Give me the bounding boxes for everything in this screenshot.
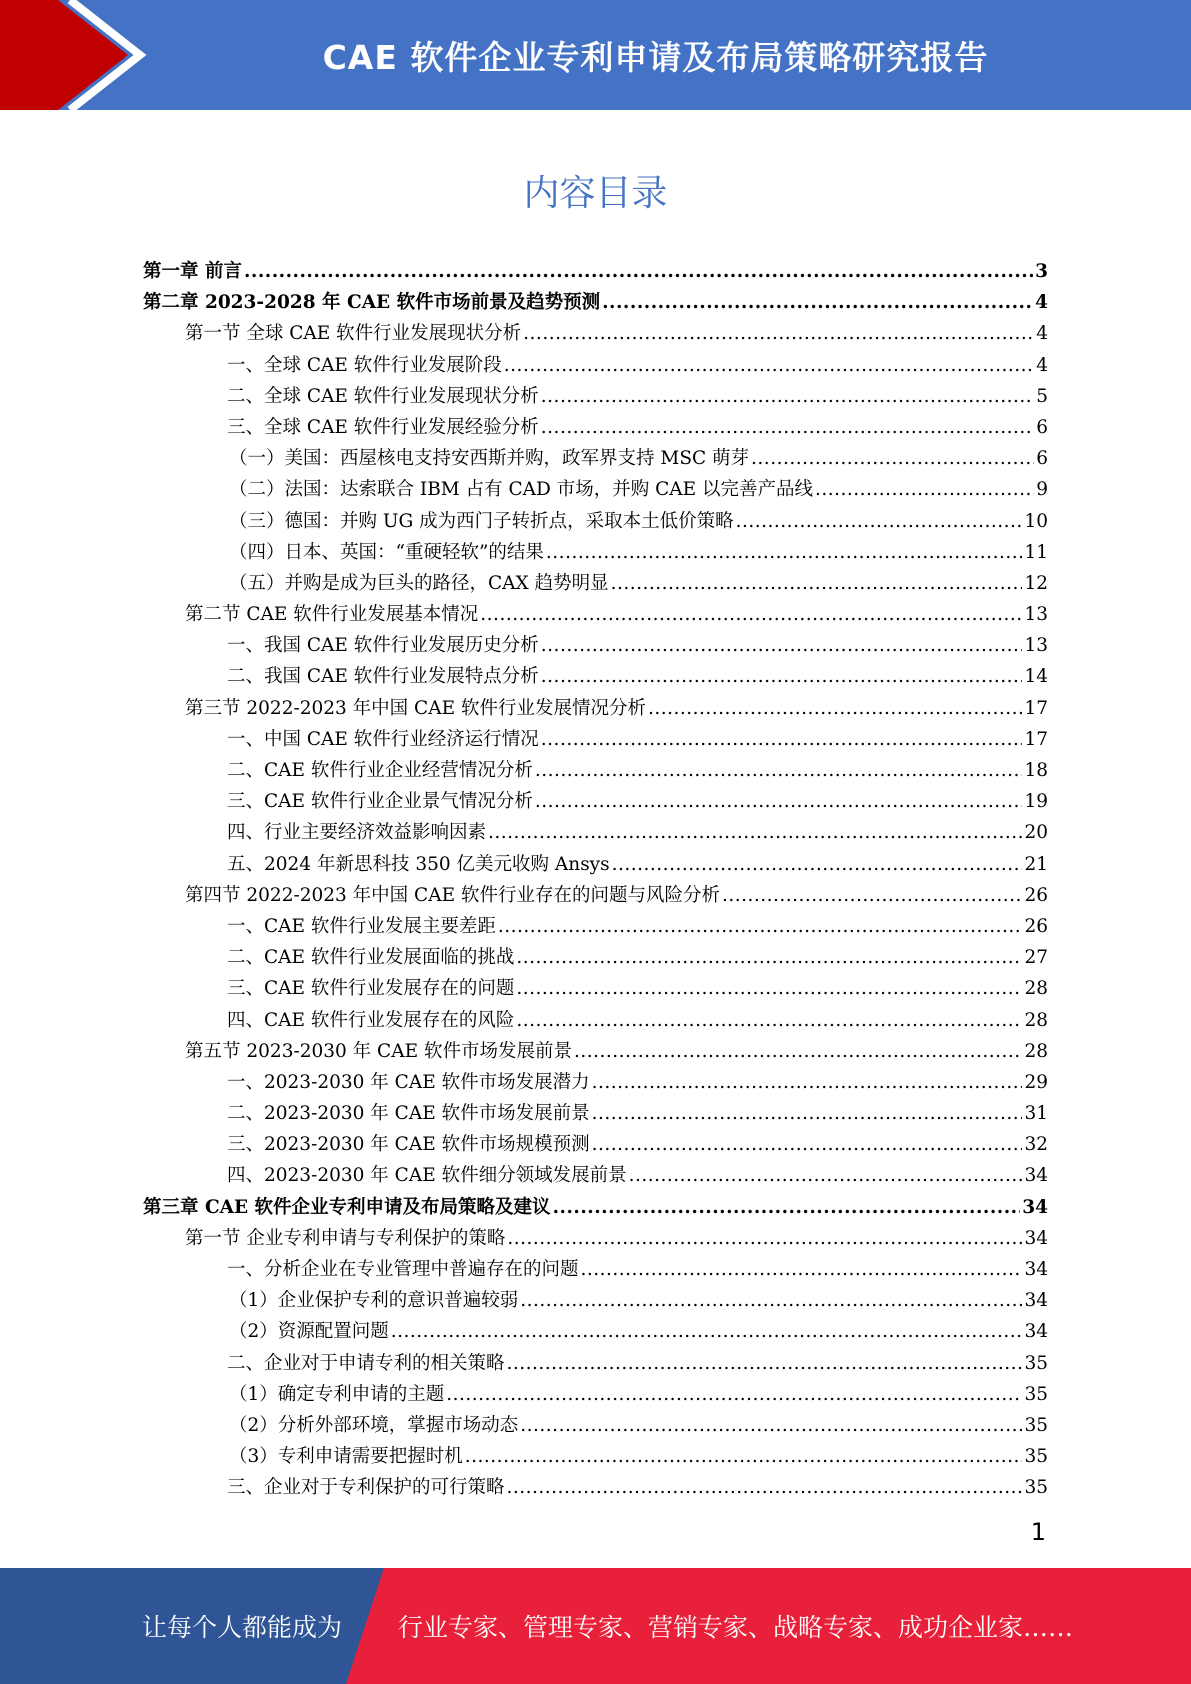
toc-entry-page: 34 <box>1022 1196 1048 1218</box>
toc-entry[interactable] <box>143 1379 1048 1410</box>
table-of-contents <box>143 256 1048 1504</box>
toc-dot-leader <box>546 537 1023 568</box>
toc-dot-leader <box>465 1441 1023 1472</box>
toc-entry-page: 12 <box>1024 572 1048 594</box>
toc-entry-label: 二、全球 CAE 软件行业发展现状分析 <box>227 385 539 407</box>
toc-entry[interactable] <box>143 973 1048 1004</box>
toc-dot-leader <box>722 880 1022 911</box>
toc-entry[interactable] <box>143 537 1048 568</box>
toc-dot-leader <box>498 911 1023 942</box>
toc-entry-label: 第一节 全球 CAE 软件行业发展现状分析 <box>185 323 522 345</box>
toc-dot-leader <box>516 973 1022 1004</box>
toc-entry[interactable] <box>143 568 1048 599</box>
toc-entry-page: 10 <box>1024 510 1048 532</box>
toc-dot-leader <box>815 474 1034 505</box>
toc-entry-page: 20 <box>1024 822 1048 844</box>
toc-entry-page: 14 <box>1024 666 1048 688</box>
toc-entry-page: 18 <box>1024 760 1048 781</box>
toc-dot-leader <box>736 506 1023 537</box>
toc-entry-page: 26 <box>1024 915 1048 937</box>
toc-entry-page: 35 <box>1024 1414 1048 1436</box>
toc-entry[interactable] <box>143 1160 1048 1191</box>
toc-entry-label: 三、CAE 软件行业发展存在的问题 <box>227 978 515 1000</box>
toc-entry-label: 二、企业对于申请专利的相关策略 <box>227 1352 505 1374</box>
toc-entry-page: 35 <box>1024 1446 1048 1468</box>
toc-dot-leader <box>592 1067 1023 1098</box>
toc-entry-page: 34 <box>1024 1165 1048 1187</box>
toc-dot-leader <box>648 693 1022 724</box>
toc-entry-label: 二、2023-2030 年 CAE 软件市场发展前景 <box>227 1103 590 1125</box>
toc-entry[interactable] <box>143 724 1048 755</box>
toc-entry-label: （2）分析外部环境，掌握市场动态 <box>229 1414 519 1436</box>
toc-entry-page: 32 <box>1024 1134 1048 1156</box>
toc-dot-leader <box>488 817 1022 848</box>
toc-entry-label: （三）德国：并购 UG 成为西门子转折点，采取本土低价策略 <box>229 510 734 532</box>
toc-entry-label: 一、2023-2030 年 CAE 软件市场发展潜力 <box>227 1071 590 1093</box>
toc-entry[interactable] <box>143 599 1048 630</box>
toc-entry-label: 一、分析企业在专业管理中普遍存在的问题 <box>227 1259 579 1280</box>
toc-entry-page: 35 <box>1024 1352 1048 1374</box>
report-title: CAE 软件企业专利申请及布局策略研究报告 <box>322 37 989 77</box>
toc-entry-label: 第二章 2023-2028 年 CAE 软件市场前景及趋势预测 <box>143 292 601 314</box>
toc-entry[interactable] <box>143 849 1048 880</box>
toc-entry-page: 35 <box>1024 1383 1048 1405</box>
footer-band <box>0 1568 1191 1684</box>
toc-dot-leader <box>541 381 1034 412</box>
toc-entry[interactable] <box>143 287 1048 318</box>
toc-dot-leader <box>535 786 1023 817</box>
toc-entry-label: 一、我国 CAE 软件行业发展历史分析 <box>227 635 539 657</box>
toc-entry-page: 34 <box>1024 1227 1048 1249</box>
toc-entry-page: 4 <box>1036 354 1048 376</box>
toc-entry-label: 五、2024 年新思科技 350 亿美元收购 Ansys <box>227 853 610 875</box>
toc-entry-page: 6 <box>1036 448 1048 470</box>
toc-entry-page: 5 <box>1036 385 1048 407</box>
toc-entry-label: 第三章 CAE 软件企业专利申请及布局策略及建议 <box>143 1196 551 1218</box>
toc-dot-leader <box>520 1285 1022 1316</box>
toc-entry-label: 第一章 前言 <box>143 261 242 282</box>
toc-entry-label: 三、CAE 软件行业企业景气情况分析 <box>227 791 533 813</box>
toc-entry[interactable] <box>143 1348 1048 1379</box>
toc-entry[interactable] <box>143 1316 1048 1347</box>
toc-dot-leader <box>507 1348 1023 1379</box>
toc-entry-label: 二、我国 CAE 软件行业发展特点分析 <box>227 666 539 688</box>
toc-entry[interactable] <box>143 412 1048 443</box>
toc-entry-page: 28 <box>1024 978 1048 1000</box>
toc-dot-leader <box>244 256 1033 287</box>
toc-entry-label: 三、全球 CAE 软件行业发展经验分析 <box>227 416 539 438</box>
toc-entry-page: 19 <box>1024 791 1048 813</box>
toc-entry-page: 17 <box>1024 728 1048 750</box>
toc-entry[interactable] <box>143 1192 1048 1223</box>
toc-dot-leader <box>592 1098 1023 1129</box>
toc-entry-label: 四、2023-2030 年 CAE 软件细分领域发展前景 <box>227 1165 627 1187</box>
toc-entry-label: 四、行业主要经济效益影响因素 <box>227 822 487 844</box>
toc-entry[interactable] <box>143 755 1048 786</box>
toc-entry[interactable] <box>143 1005 1048 1036</box>
toc-entry-label: （3）专利申请需要把握时机 <box>229 1446 463 1468</box>
toc-entry[interactable] <box>143 443 1048 474</box>
toc-entry-label: （四）日本、英国：“重硬轻软”的结果 <box>229 541 544 563</box>
toc-entry[interactable] <box>143 381 1048 412</box>
toc-entry[interactable] <box>143 256 1048 287</box>
toc-entry[interactable] <box>143 1223 1048 1254</box>
toc-entry[interactable] <box>143 693 1048 724</box>
toc-dot-leader <box>391 1316 1023 1347</box>
toc-entry-page: 26 <box>1024 884 1048 906</box>
toc-dot-leader <box>507 1223 1022 1254</box>
toc-entry-label: 三、企业对于专利保护的可行策略 <box>227 1477 505 1499</box>
toc-entry-page: 4 <box>1035 292 1048 314</box>
toc-dot-leader <box>611 568 1023 599</box>
toc-entry-page: 3 <box>1035 261 1048 282</box>
header-arrow-icon <box>0 0 160 110</box>
toc-entry-page: 11 <box>1024 541 1048 563</box>
toc-dot-leader <box>574 1036 1022 1067</box>
toc-entry[interactable] <box>143 1036 1048 1067</box>
toc-dot-leader <box>541 412 1034 443</box>
toc-dot-leader <box>535 755 1023 786</box>
toc-entry-label: 第四节 2022-2023 年中国 CAE 软件行业存在的问题与风险分析 <box>185 884 720 906</box>
toc-entry[interactable] <box>143 661 1048 692</box>
toc-heading: 内容目录 <box>523 173 668 214</box>
toc-entry-label: 一、CAE 软件行业发展主要差距 <box>227 915 496 937</box>
toc-entry[interactable] <box>143 1441 1048 1472</box>
toc-entry-label: 二、CAE 软件行业企业经营情况分析 <box>227 760 533 781</box>
toc-entry-page: 4 <box>1036 323 1048 345</box>
toc-entry[interactable] <box>143 1067 1048 1098</box>
toc-dot-leader <box>629 1160 1023 1191</box>
toc-dot-leader <box>504 350 1034 381</box>
toc-dot-leader <box>520 1410 1022 1441</box>
toc-entry[interactable] <box>143 786 1048 817</box>
toc-entry-label: 第三节 2022-2023 年中国 CAE 软件行业发展情况分析 <box>185 697 646 719</box>
footer-slogan-left: 让每个人都能成为 <box>142 1613 343 1642</box>
toc-entry-label: 一、中国 CAE 软件行业经济运行情况 <box>227 728 539 750</box>
toc-entry-page: 6 <box>1036 416 1048 438</box>
toc-entry-page: 31 <box>1024 1103 1048 1125</box>
toc-entry[interactable] <box>143 1410 1048 1441</box>
toc-dot-leader <box>602 287 1033 318</box>
toc-entry[interactable] <box>143 630 1048 661</box>
toc-dot-leader <box>523 318 1034 349</box>
toc-entry[interactable] <box>143 880 1048 911</box>
toc-entry-label: （1）确定专利申请的主题 <box>229 1383 445 1405</box>
toc-entry[interactable] <box>143 506 1048 537</box>
toc-dot-leader <box>446 1379 1022 1410</box>
toc-entry[interactable] <box>143 474 1048 505</box>
toc-entry-page: 34 <box>1024 1259 1048 1280</box>
toc-dot-leader <box>516 942 1022 973</box>
toc-dot-leader <box>541 724 1023 755</box>
toc-entry-label: （一）美国：西屋核电支持安西斯并购，政军界支持 MSC 萌芽 <box>229 448 750 470</box>
toc-entry[interactable] <box>143 911 1048 942</box>
toc-entry[interactable] <box>143 1098 1048 1129</box>
toc-entry-page: 21 <box>1024 853 1048 875</box>
toc-dot-leader <box>553 1192 1021 1223</box>
toc-entry[interactable] <box>143 318 1048 349</box>
toc-entry-page: 34 <box>1024 1290 1048 1312</box>
toc-entry-label: 四、CAE 软件行业发展存在的风险 <box>227 1009 515 1031</box>
toc-entry-page: 9 <box>1036 479 1048 501</box>
toc-entry-label: 一、全球 CAE 软件行业发展阶段 <box>227 354 502 376</box>
toc-entry-page: 28 <box>1024 1009 1048 1031</box>
toc-entry-label: （五）并购是成为巨头的路径，CAX 趋势明显 <box>229 572 609 594</box>
toc-dot-leader <box>516 1005 1022 1036</box>
toc-entry[interactable] <box>143 1254 1048 1285</box>
toc-entry-page: 13 <box>1024 635 1048 657</box>
toc-dot-leader <box>592 1129 1023 1160</box>
toc-entry-page: 17 <box>1024 697 1048 719</box>
toc-dot-leader <box>751 443 1034 474</box>
toc-dot-leader <box>480 599 1022 630</box>
toc-entry[interactable] <box>143 942 1048 973</box>
toc-entry-label: 第二节 CAE 软件行业发展基本情况 <box>185 604 479 626</box>
header-band <box>0 0 1191 110</box>
toc-entry[interactable] <box>143 1129 1048 1160</box>
toc-entry-page: 27 <box>1024 947 1048 969</box>
toc-entry[interactable] <box>143 350 1048 381</box>
toc-entry[interactable] <box>143 1472 1048 1503</box>
toc-entry-label: 三、2023-2030 年 CAE 软件市场规模预测 <box>227 1134 590 1156</box>
toc-entry-label: 第一节 企业专利申请与专利保护的策略 <box>185 1227 506 1249</box>
toc-dot-leader <box>507 1472 1023 1503</box>
toc-entry-label: 二、CAE 软件行业发展面临的挑战 <box>227 947 515 969</box>
toc-dot-leader <box>541 630 1023 661</box>
page-number: 1 <box>1030 1518 1046 1546</box>
toc-dot-leader <box>581 1254 1023 1285</box>
toc-dot-leader <box>541 661 1023 692</box>
toc-entry-label: （二）法国：达索联合 IBM 占有 CAD 市场，并购 CAE 以完善产品线 <box>229 479 813 501</box>
toc-entry-page: 34 <box>1024 1321 1048 1343</box>
toc-entry-page: 28 <box>1024 1040 1048 1062</box>
toc-entry-page: 13 <box>1024 604 1048 626</box>
toc-entry-label: 第五节 2023-2030 年 CAE 软件市场发展前景 <box>185 1040 572 1062</box>
toc-entry-page: 29 <box>1024 1071 1048 1093</box>
toc-entry[interactable] <box>143 1285 1048 1316</box>
toc-entry-page: 35 <box>1024 1477 1048 1499</box>
toc-entry-label: （1）企业保护专利的意识普遍较弱 <box>229 1290 519 1312</box>
toc-entry-label: （2）资源配置问题 <box>229 1321 389 1343</box>
toc-dot-leader <box>612 849 1023 880</box>
toc-entry[interactable] <box>143 817 1048 848</box>
footer-slogan-right: 行业专家、管理专家、营销专家、战略专家、成功企业家…… <box>398 1613 1074 1642</box>
